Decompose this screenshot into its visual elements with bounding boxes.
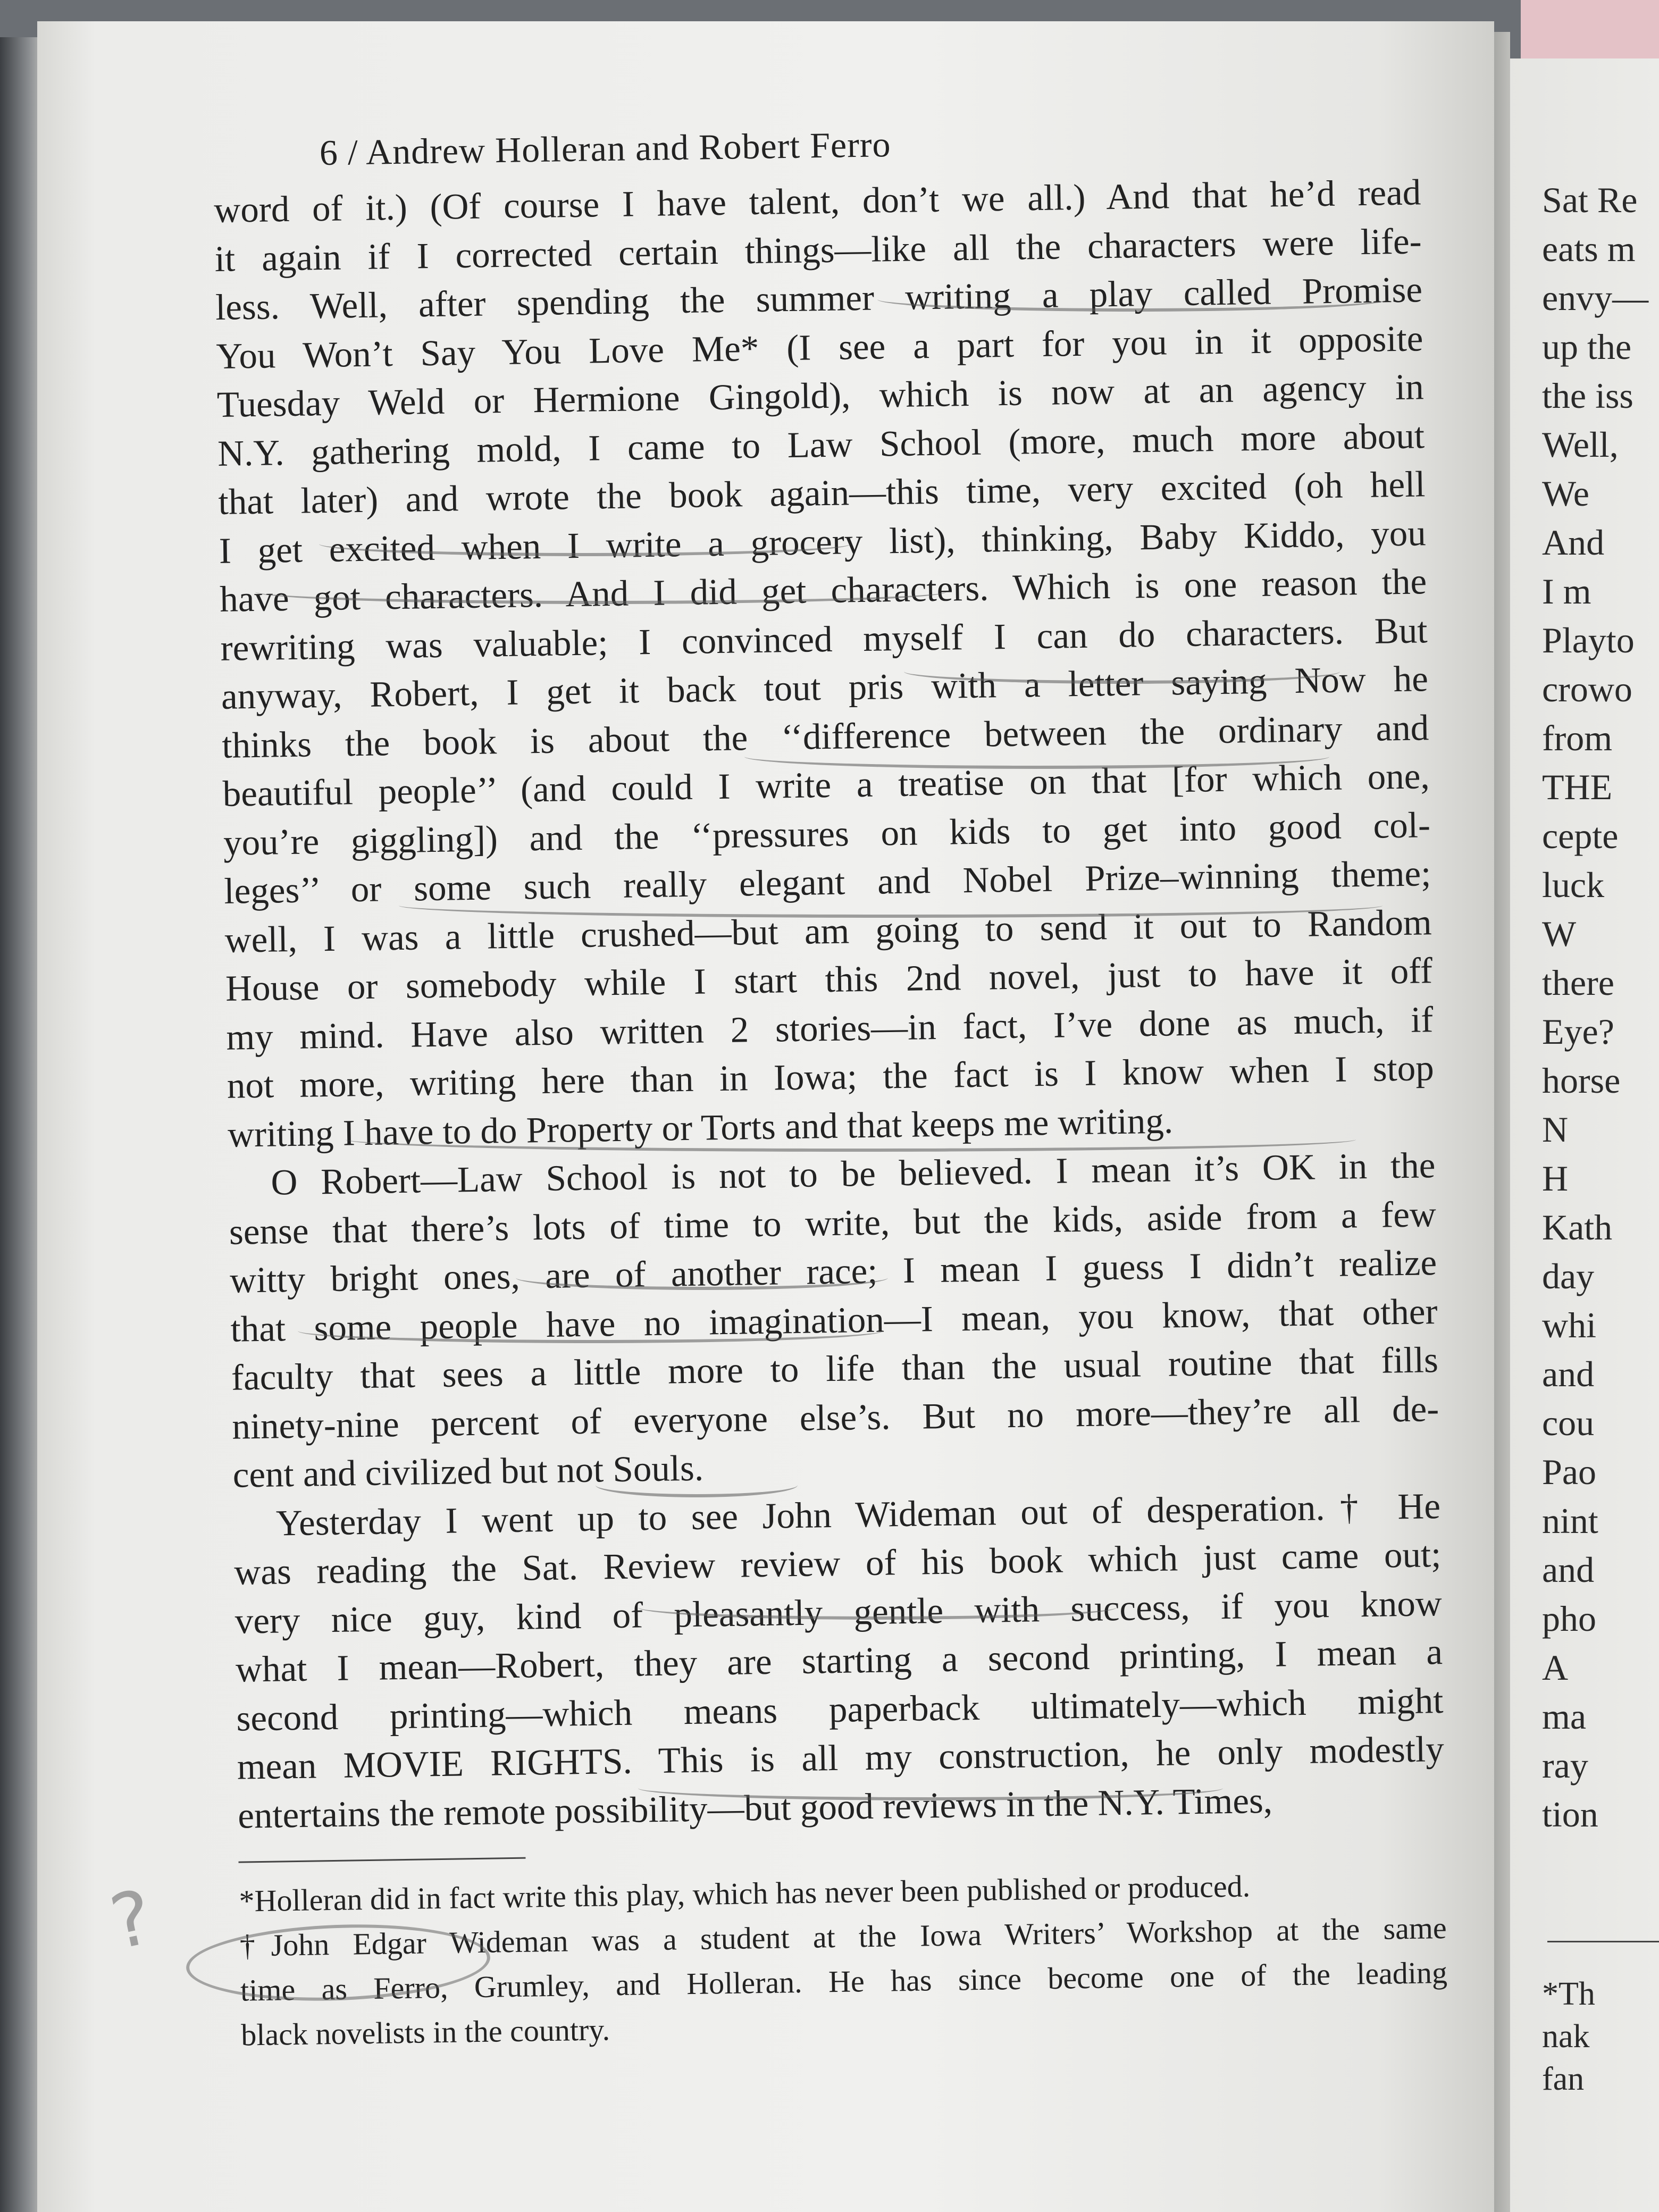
text-line: O Robert—Law School is not to be believed. I mean it’s OK in the (271, 1145, 1436, 1203)
body-text (214, 168, 1445, 1840)
pencil-underline (298, 1319, 883, 1343)
facing-page-line: ray (1542, 1745, 1588, 1786)
pencil-underline (638, 1776, 1223, 1800)
text-line: witty bright ones, are of another race; I mean I guess I didn’t realize (229, 1242, 1437, 1301)
facing-footnote-rule (1547, 1941, 1659, 1942)
page-text-block (213, 104, 1448, 2057)
facing-page-line: tion (1542, 1794, 1598, 1834)
text-line: thinks the book is about the ‘‘difference between the ordinary and (221, 707, 1429, 766)
facing-footnote-line: nak (1542, 2018, 1590, 2055)
facing-page-line: THE (1542, 767, 1613, 807)
facing-page-line: Kath (1542, 1207, 1613, 1247)
facing-page-line: from (1542, 718, 1613, 758)
footnote-line: †John Edgar Wideman was a student at the Iowa Writers’ Workshop at the same (239, 1910, 1447, 1963)
facing-page-line: A (1542, 1647, 1569, 1688)
facing-page-line: horse (1542, 1060, 1621, 1101)
facing-page-line: eats m (1542, 229, 1636, 269)
text-line: that some people have no imagination—I mean, you know, that other (230, 1291, 1438, 1350)
text-line: Yesterday I went up to see John Wideman out of desperation.† He (275, 1485, 1441, 1544)
text-line: word of it.) (Of course I have talent, don’t we all.) And that he’d read (213, 172, 1421, 230)
text-line: rewriting was valuable; I convinced myself I can do characters. But (220, 609, 1428, 668)
text-line: leges’’ or some such really elegant and Nobel Prize–winning theme; (223, 853, 1431, 911)
pencil-underline (346, 1127, 1356, 1152)
text-line: that later) and wrote the book again—this time, very excited (oh hell (218, 464, 1426, 522)
pencil-underline (877, 287, 1388, 312)
facing-page-line: Well, (1542, 424, 1619, 465)
pencil-underline (399, 893, 1382, 918)
facing-page-line: And (1542, 522, 1605, 563)
facing-page-line: there (1542, 962, 1614, 1003)
facing-page-line: W (1542, 914, 1577, 954)
text-line: what I mean—Robert, they are starting a second printing, I mean a (235, 1631, 1443, 1690)
facing-page-line: Eye? (1542, 1011, 1614, 1052)
facing-page-line: envy— (1542, 278, 1649, 318)
text-line: I get excited when I write a grocery list), thinking, Baby Kiddo, you (219, 512, 1427, 571)
footnote-line: time as Ferro, Grumley, and Holleran. He has since become one of the leading (240, 1955, 1448, 2008)
text-line: well, I was a little crushed—but am going to send it out to Random (224, 901, 1432, 960)
facing-page-line: and (1542, 1354, 1595, 1394)
facing-page-line: crowo (1542, 669, 1632, 709)
facing-page-text (1542, 175, 1648, 1839)
facing-page-line: up the (1542, 326, 1632, 367)
facing-page-line: the iss (1542, 375, 1633, 416)
text-line: Tuesday Weld or Hermione Gingold), which is now at an agency in (216, 366, 1425, 425)
facing-page-line: luck (1542, 865, 1605, 905)
facing-page-line: cepte (1542, 816, 1619, 856)
facing-page-footnotes (1542, 1973, 1595, 2100)
text-line: not more, writing here than in Iowa; the fact is I know when I stop (227, 1048, 1435, 1106)
facing-page-line: Playto (1542, 620, 1635, 660)
facing-page-line: pho (1542, 1598, 1596, 1639)
facing-page-line: day (1542, 1256, 1595, 1296)
pencil-underline (596, 1473, 798, 1497)
text-line: faculty that sees a little more to life than the usual routine that fills (231, 1339, 1439, 1398)
text-line: have got characters. And I did get characters. Which is one reason the (219, 561, 1427, 619)
footnote-line: black novelists in the country. (240, 2012, 610, 2052)
text-line: my mind. Have also written 2 stories—in fact, I’ve done as much, if (225, 999, 1434, 1058)
facing-page-line: We (1542, 473, 1589, 514)
running-head: 6 / Andrew Holleran and Robert Ferro (319, 124, 891, 173)
text-line: House or somebody while I start this 2nd novel, just to have it off (225, 950, 1433, 1009)
text-line: You Won’t Say You Love Me* (I see a part for you in it opposite (215, 317, 1423, 376)
text-line: it again if I corrected certain things—like all the characters were life- (214, 220, 1422, 279)
pencil-underline (255, 580, 946, 604)
text-line: sense that there’s lots of time to write, but the kids, aside from a few (229, 1193, 1437, 1252)
facing-page-line: Sat Re (1542, 180, 1638, 220)
text-line: ninety-nine percent of everyone else’s. But no more—they’re all de- (231, 1388, 1439, 1447)
pencil-underline (744, 744, 1329, 769)
text-line: beautiful people’’ (and could I write a treatise on that [for which one, (222, 756, 1430, 814)
text-line: N.Y. gathering mold, I came to Law School (more, much more about (217, 415, 1425, 474)
text-line: second printing—which means paperback ultimately—which might (236, 1680, 1444, 1739)
text-line: writing I have to do Property or Torts and that keeps me writing. (227, 1100, 1174, 1155)
facing-page-line: ma (1542, 1696, 1587, 1737)
text-line: you’re giggling]) and the ‘‘pressures on kids to get into good col- (223, 804, 1431, 863)
facing-footnote-line: fan (1542, 2061, 1585, 2097)
text-line: anyway, Robert, I get it back tout pris with a letter saying Now he (221, 658, 1429, 717)
facing-page-line: Pao (1542, 1452, 1596, 1492)
footnote-rule (239, 1857, 526, 1863)
facing-page-line: cou (1542, 1403, 1595, 1443)
text-line: was reading the Sat. Review review of his book which just came out; (233, 1534, 1442, 1593)
footnote-line: *Holleran did in fact write this play, which has never been published or produced. (239, 1869, 1251, 1918)
facing-page-line: whi (1542, 1305, 1596, 1345)
pencil-underline (638, 1595, 1117, 1620)
facing-page-line: nint (1542, 1501, 1598, 1541)
facing-page-line: and (1542, 1549, 1595, 1590)
facing-page-line: I m (1542, 571, 1591, 611)
text-line: entertains the remote possibility—but good reviews in the N.Y. Times, (237, 1780, 1273, 1836)
facing-page-line: H (1542, 1158, 1569, 1199)
pencil-underline (319, 532, 851, 556)
text-line: mean MOVIE RIGHTS. This is all my construction, he only modestly (237, 1728, 1445, 1787)
text-line: very nice guy, kind of pleasantly gentle with success, if you know (234, 1582, 1443, 1641)
pencil-question-mark: ? (103, 1874, 160, 1967)
text-line: less. Well, after spending the summer writing a play called Promise (215, 269, 1423, 328)
text-line: cent and civilized but not Souls. (232, 1447, 704, 1495)
pencil-underline (516, 1266, 888, 1290)
pencil-underline (904, 659, 1340, 684)
facing-footnote-line: *Th (1542, 1976, 1595, 2012)
facing-page-line: N (1542, 1109, 1569, 1150)
